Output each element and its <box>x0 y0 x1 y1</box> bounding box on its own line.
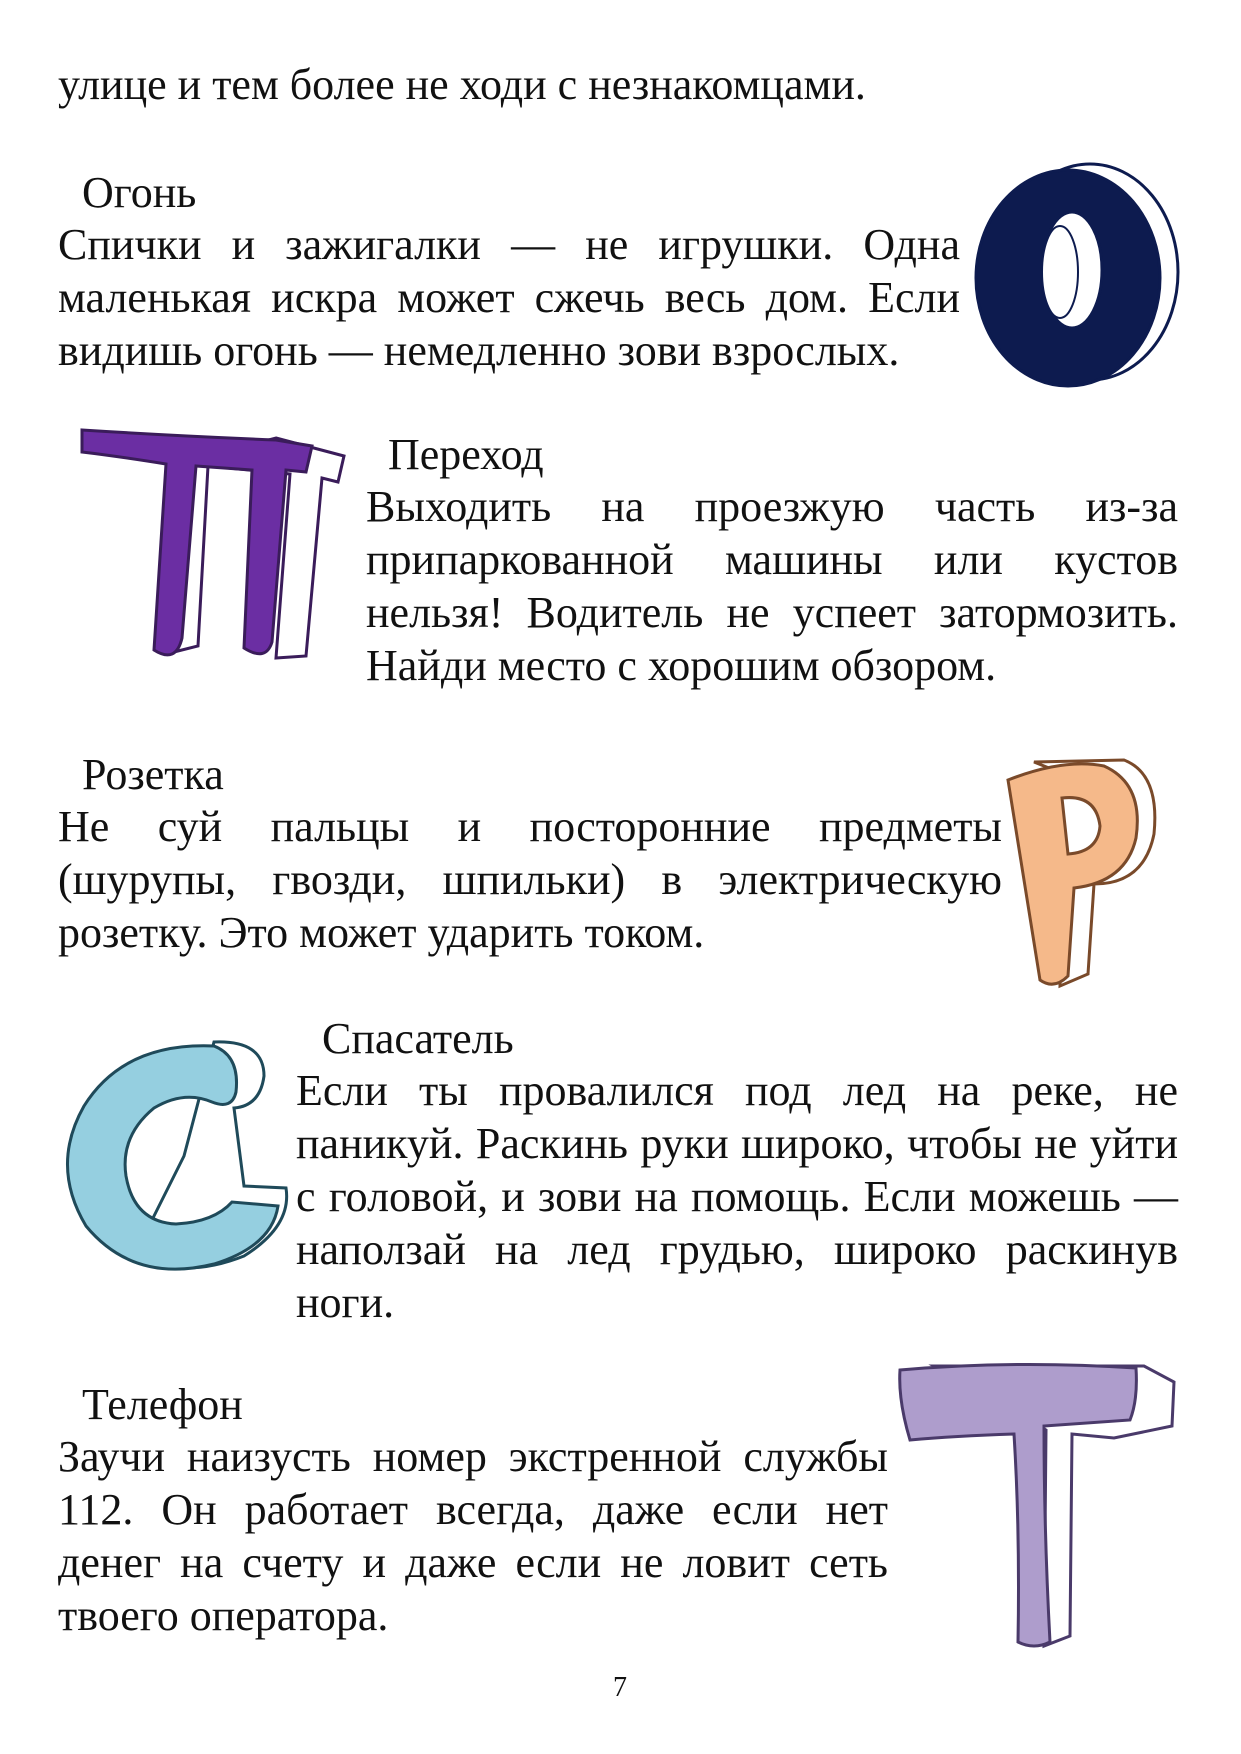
letter-o-illustration <box>960 160 1190 392</box>
section-heading-crossing: Переход <box>388 430 544 479</box>
section-text-crossing: Выходить на проезжую часть из-за припаркованной машины или кустов нельзя! Водитель не успеет затормозить. Найди место с хорошим обзором. <box>366 482 1178 690</box>
letter-r-illustration <box>1004 754 1164 994</box>
section-heading-socket: Розетка <box>82 750 224 799</box>
section-heading-rescuer: Спасатель <box>322 1014 514 1063</box>
section-heading-fire: Огонь <box>82 168 197 217</box>
section-text-socket: Не суй пальцы и посторонние предметы (шурупы, гвозди, шпильки) в электрическую розетку. Это может ударить током. <box>58 802 1002 957</box>
section-text-rescuer: Если ты провалился под лед на реке, не паникуй. Раскинь руки широко, чтобы не уйти с головой, и зови на помощь. Если можешь — наползай на лед грудью, широко раскинув ноги. <box>296 1066 1178 1327</box>
letter-s-illustration <box>64 1036 300 1276</box>
section-heading-phone: Телефон <box>82 1380 243 1429</box>
page-number: 7 <box>613 1672 627 1703</box>
letter-p-cyrillic-illustration <box>76 426 356 676</box>
intro-line: улице и тем более не ходи с незнакомцами. <box>58 60 866 109</box>
letter-t-shape <box>900 1364 1137 1646</box>
section-text-fire: Спички и зажигалки — не игрушки. Одна маленькая искра может сжечь весь дом. Если видишь огонь — немедленно зови взрослых. <box>58 220 960 375</box>
section-text-phone: Заучи наизусть номер экстренной службы 112. Он работает всегда, даже если нет денег на счету и даже если не ловит сеть твоего оператора. <box>58 1432 888 1640</box>
letter-t-illustration <box>894 1360 1184 1650</box>
